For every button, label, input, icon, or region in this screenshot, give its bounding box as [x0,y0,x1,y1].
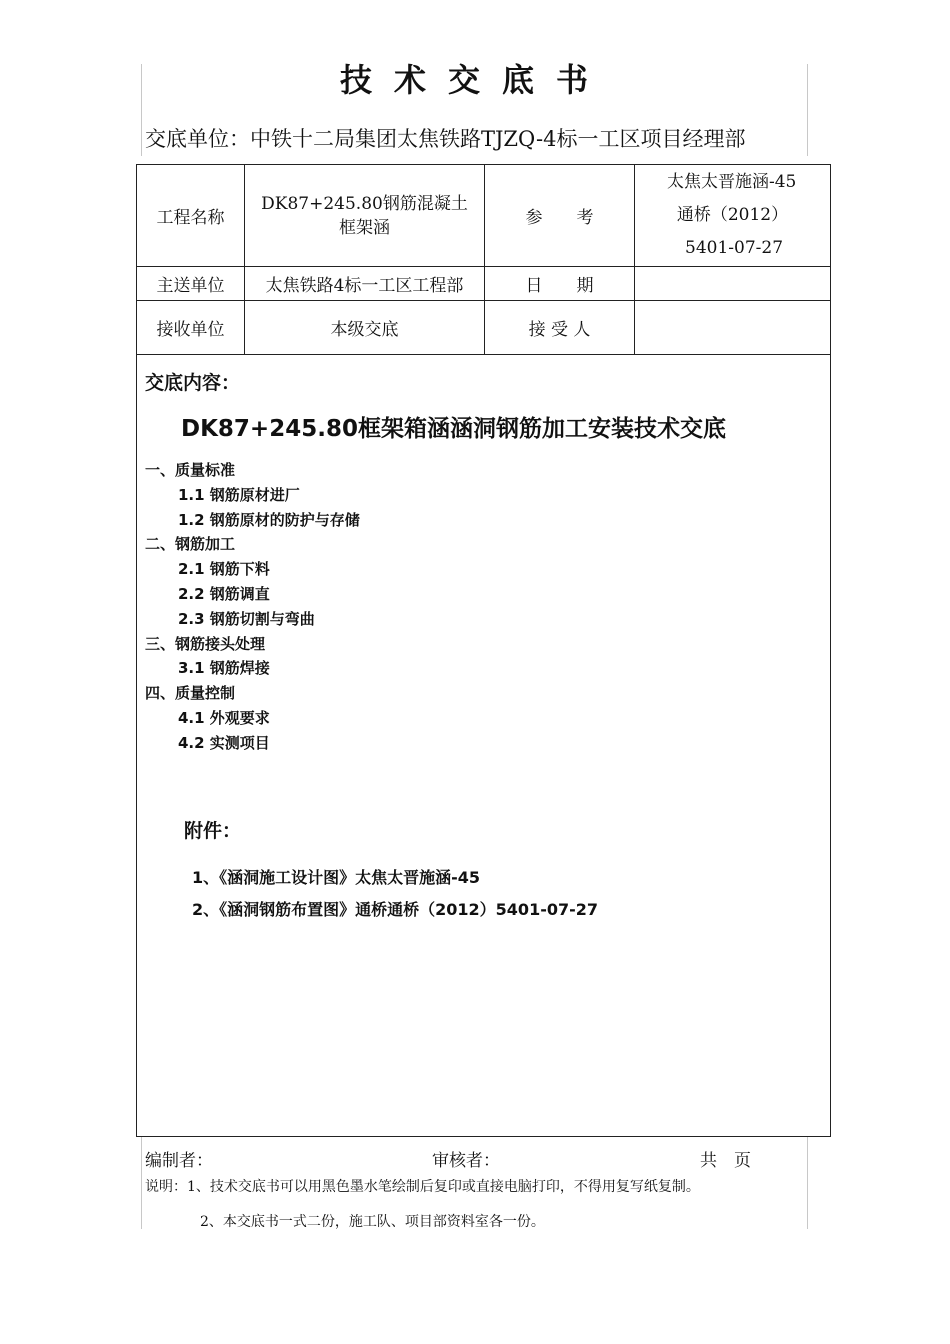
sender-label: 主送单位 [137,267,245,301]
content-box [136,354,831,1137]
reference-value [635,165,831,267]
reference-label: 参 考 [485,165,635,267]
outline-item: 二、钢筋加工 [145,535,236,554]
attachment-item: 1、《涵洞施工设计图》太焦太晋施涵-45 [192,868,481,887]
receiver-value: 本级交底 [245,301,485,355]
form-guide-line-right-bottom [807,1137,808,1229]
outline-item: 3.1 钢筋焊接 [178,659,270,678]
acceptor-value [635,301,831,355]
outline-item: 2.2 钢筋调直 [178,584,270,603]
reference-line-2: 通桥（2012） [676,205,789,225]
content-heading: DK87+245.80框架箱涵涵洞钢筋加工安装技术交底 [181,416,726,442]
outline-item: 4.2 实测项目 [178,733,270,752]
receiver-label: 接收单位 [137,301,245,355]
row-project [137,165,831,267]
outline-item: 四、质量控制 [145,684,236,703]
project-name-label: 工程名称 [137,165,245,267]
outline-item: 4.1 外观要求 [178,708,270,727]
outline-item: 1.1 钢筋原材进厂 [178,485,300,504]
date-label: 日 期 [485,267,635,301]
attachment-item: 2、《涵洞钢筋布置图》通桥通桥（2012）5401-07-27 [192,900,599,919]
reviewer-label: 审核者： [432,1151,500,1171]
outline-item: 一、质量标准 [145,461,236,479]
reference-line-3: 5401-07-27 [685,238,784,258]
outline-item: 2.1 钢筋下料 [178,560,270,579]
project-name-value: DK87+245.80钢筋混凝土框架涵 [245,165,485,267]
outline-list [145,458,360,756]
form-guide-line-left-bottom [141,1137,142,1229]
issuing-unit-line: 交底单位：中铁十二局集团太焦铁路TJZQ-4标一工区项目经理部 [145,127,746,151]
outline-item: 2.3 钢筋切割与弯曲 [178,609,315,628]
attachments-label: 附件： [184,820,242,842]
row-receiver [137,301,831,355]
date-value [635,267,831,301]
acceptor-label: 接 受 人 [485,301,635,355]
row-sender [137,267,831,301]
note-line-1: 说明：1、技术交底书可以用黑色墨水笔绘制后复印或直接电脑打印，不得用复写纸复制。 [145,1179,700,1195]
page-count-label: 共 页 [700,1151,751,1171]
content-label: 交底内容： [145,372,241,394]
outline-item: 三、钢筋接头处理 [145,634,266,653]
outline-item: 1.2 钢筋原材的防护与存储 [178,510,360,529]
reference-line-1: 太焦太晋施涵-45 [667,172,797,192]
note-line-2: 2、本交底书一式二份，施工队、项目部资料室各一份。 [200,1214,545,1230]
editor-label: 编制者： [145,1151,213,1171]
sender-value: 太焦铁路4标一工区工程部 [245,267,485,301]
document-title: 技术交底书 [339,61,610,99]
info-table [136,164,831,355]
